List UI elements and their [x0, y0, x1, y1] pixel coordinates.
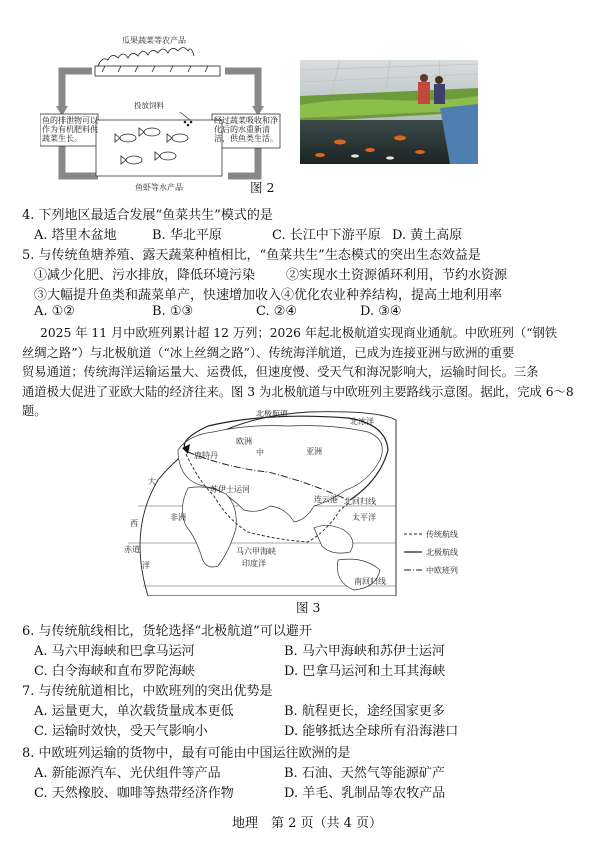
- label-tropic-south: 南回归线: [354, 577, 386, 586]
- label-tropic-north: 北回归线: [344, 497, 376, 506]
- fig2-bottom-label: 鱼虾等水产品: [135, 183, 183, 192]
- figure-2-diagram: [40, 28, 290, 198]
- q5-option-a[interactable]: A. ①②: [34, 304, 75, 319]
- label-pacific: 太平洋: [352, 513, 376, 522]
- label-europe: 欧洲: [236, 437, 252, 446]
- label-west: 西: [130, 519, 138, 528]
- q5-item-1: ①减少化肥、污水排放，降低环境污染: [34, 268, 256, 283]
- q8-option-c[interactable]: C. 天然橡胶、咖啡等热带经济作物: [34, 786, 234, 801]
- q4-option-d[interactable]: D. 黄土高原: [392, 228, 463, 243]
- label-indian: 印度洋: [242, 559, 266, 568]
- q8-option-d[interactable]: D. 羊毛、乳制品等农牧产品: [284, 786, 446, 801]
- q5-item-2: ②实现水土资源循环利用，节约水资源: [286, 268, 508, 283]
- figure-3-map: [118, 410, 500, 596]
- label-da: 大: [148, 477, 156, 486]
- greenhouse-photo-svg: [300, 60, 478, 164]
- q6-option-d[interactable]: D. 巴拿马运河和土耳其海峡: [284, 664, 446, 679]
- map-legend: [404, 529, 458, 575]
- q7-stem: 7. 与传统航道相比，中欧班列的突出优势是: [22, 684, 273, 699]
- q6-stem: 6. 与传统航线相比，货轮选择“北极航道”可以避开: [22, 624, 312, 639]
- label-africa: 非洲: [170, 513, 186, 522]
- passage-line-1: 2025 年 11 月中欧班列累计超 12 万列；2026 年起北极航道实现商业通航。中欧班列（“钢铁: [40, 326, 558, 340]
- q5-stem: 5. 与传统鱼塘养殖、露天蔬菜种植相比，“鱼菜共生”生态模式的突出生态效益是: [22, 248, 481, 263]
- label-lianyungang: 连云港: [314, 495, 338, 504]
- q8-option-b[interactable]: B. 石油、天然气等能源矿产: [284, 766, 445, 781]
- fig2-right-box-text: 经过蔬菜吸收和净化后的水重新清洁，供鱼类生活。: [214, 116, 278, 143]
- q8-stem: 8. 中欧班列运输的货物中，最有可能由中国运往欧洲的是: [22, 746, 351, 761]
- passage-line-4: 通道极大促进了亚欧大陆的经济往来。图 3 为北极航道与中欧班列主要路线示意图。据此，完成 6～8: [22, 384, 574, 399]
- q6-option-b[interactable]: B. 马六甲海峡和苏伊士运河: [284, 644, 445, 659]
- fig2-top-label: 瓜果蔬菜等农产品: [122, 36, 186, 45]
- label-yang: 洋: [142, 561, 150, 570]
- label-asia: 亚洲: [306, 447, 322, 456]
- passage: [22, 324, 602, 422]
- q7-option-d[interactable]: D. 能够抵达全球所有沿海港口: [284, 724, 459, 739]
- q5-option-b[interactable]: B. ①③: [152, 304, 194, 319]
- passage-line-2: 丝绸之路”）与北极航道（“冰上丝绸之路”）、传统海洋航道，已成为连接亚洲与欧洲的重要: [22, 345, 515, 360]
- q6-option-c[interactable]: C. 白令海峡和直布罗陀海峡: [34, 664, 195, 679]
- q7-option-c[interactable]: C. 运输时效快，受天气影响小: [34, 724, 208, 739]
- q4-option-a[interactable]: A. 塔里木盆地: [34, 228, 117, 243]
- label-rotterdam: 鹿特丹: [194, 451, 218, 460]
- legend-arctic: 北极航线: [426, 548, 458, 557]
- passage-line-3: 贸易通道；传统海洋运输运量大、运费低，但速度慢、受天气和海况影响大，运输时间长。三条: [22, 365, 539, 379]
- q5-option-c[interactable]: C. ②④: [256, 304, 298, 319]
- fish-vegetable-cycle-svg: [40, 28, 290, 198]
- q4-stem: 4. 下列地区最适合发展“鱼菜共生”模式的是: [22, 208, 273, 223]
- q4-option-b[interactable]: B. 华北平原: [152, 228, 222, 243]
- q7-option-b[interactable]: B. 航程更长，途经国家更多: [284, 704, 445, 719]
- label-equator: 赤道: [124, 545, 140, 554]
- label-malacca: 马六甲海峡: [236, 547, 276, 556]
- q5-option-d[interactable]: D. ③④: [360, 304, 402, 319]
- vegetable-plants: [95, 48, 220, 77]
- label-zhong: 中: [256, 448, 264, 457]
- label-arctic-ocean: 北冰洋: [350, 417, 374, 426]
- fish-tank: [96, 120, 222, 176]
- fig2-feed-label: 投放饲料: [134, 101, 164, 110]
- q4-option-c[interactable]: C. 长江中下游平原: [272, 228, 381, 243]
- legend-traditional: 传统航线: [426, 530, 458, 539]
- trade-routes-map-svg: [118, 410, 500, 596]
- fig3-caption: 图 3: [296, 600, 321, 615]
- q6-option-a[interactable]: A. 马六甲海峡和巴拿马运河: [34, 644, 195, 659]
- page-footer: 地理 第 2 页（共 4 页）: [231, 816, 383, 831]
- legend-railway: 中欧班列: [426, 566, 458, 575]
- label-suez: 苏伊士运河: [210, 485, 250, 494]
- fig2-left-box-text: 鱼的排泄物可以作为有机肥料供蔬菜生长。: [42, 116, 98, 143]
- aquaponics-photo: [300, 60, 478, 164]
- label-arctic-route: 北极航道: [256, 410, 288, 418]
- q7-option-a[interactable]: A. 运量更大，单次载货量成本更低: [34, 704, 234, 719]
- q8-option-a[interactable]: A. 新能源汽车、光伏组件等产品: [34, 766, 221, 781]
- passage-line-5: 题。: [22, 404, 47, 418]
- q5-item-3-4: ③大幅提升鱼类和蔬菜单产，快速增加收入④优化农业种养结构，提高土地利用率: [34, 288, 503, 303]
